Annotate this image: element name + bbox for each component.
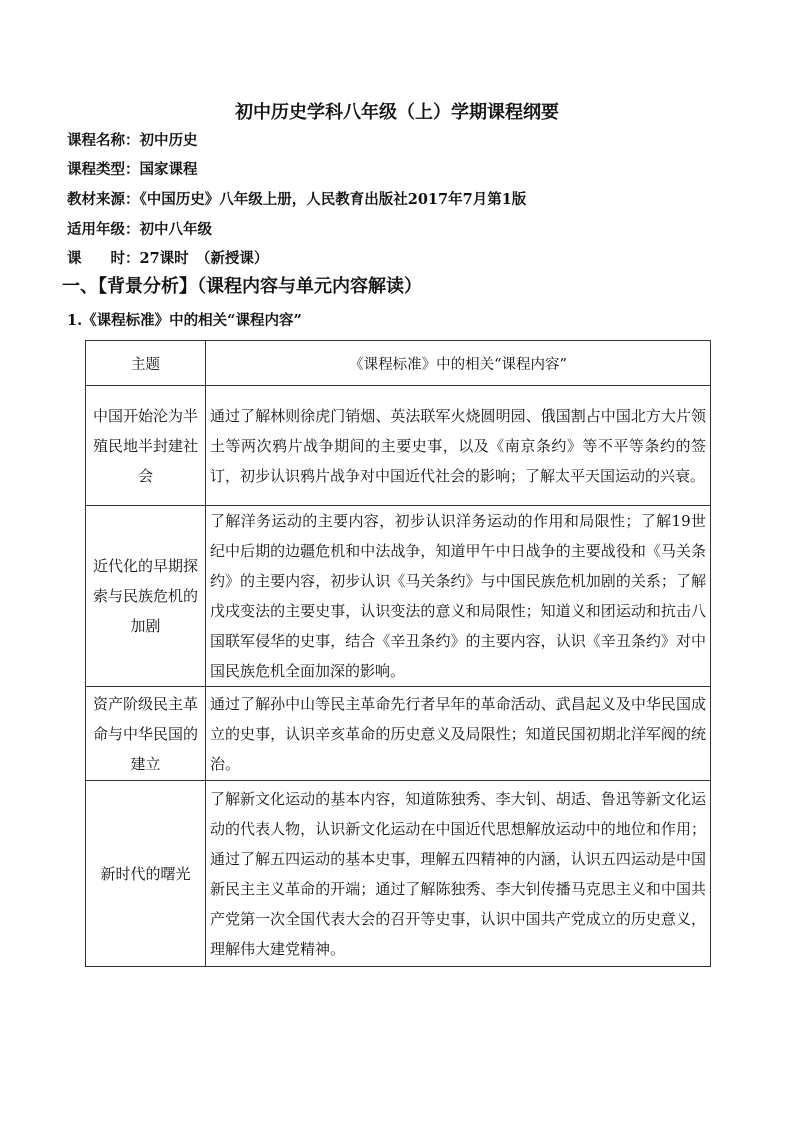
page-title: 初中历史学科八年级（上）学期课程纲要 [235, 102, 559, 123]
table-cell-topic: 资产阶级民主革命与中华民国的建立 [86, 687, 206, 781]
table-header-row [86, 341, 711, 386]
table-header-topic: 主题 [86, 341, 206, 386]
table-row [86, 687, 711, 781]
meta-value: 初中八年级 [139, 221, 212, 238]
meta-value: 国家课程 [139, 161, 198, 178]
table-row [86, 781, 711, 967]
meta-label: 教材来源： [67, 191, 140, 208]
meta-textbook-source [67, 188, 526, 209]
table-cell-content: 了解洋务运动的主要内容，初步认识洋务运动的作用和局限性；了解19世纪中后期的边疆危机和中法战争，知道甲午中日战争的主要战役和《马关条约》的主要内容，初步认识《马关条约》与中国民族危机加剧的关系；了解戊戌变法的主要史事，认识变法的意义和局限性；知道义和团运动和抗击八国联军侵华的史事，结合《辛丑条约》的主要内容，认识《辛丑条约》对中国民族危机全面加深的影响。 [206, 506, 711, 687]
meta-course-type [67, 158, 198, 179]
section-heading: 一、【背景分析】（课程内容与单元内容解读） [62, 276, 422, 297]
meta-course-name [67, 129, 198, 150]
table-cell-content: 通过了解林则徐虎门销烟、英法联军火烧圆明园、俄国割占中国北方大片领土等两次鸦片战争期间的主要史事，以及《南京条约》等不平等条约的签订，初步认识鸦片战争对中国近代社会的影响；了解太平天国运动的兴衰。 [206, 386, 711, 506]
meta-label: 课程类型： [67, 161, 140, 178]
table-row [86, 506, 711, 687]
meta-label: 课 时： [67, 250, 140, 267]
meta-value: 27课时 （新授课） [139, 250, 269, 267]
meta-value: 《中国历史》八年级上册，人民教育出版社2017年7月第1版 [139, 191, 527, 208]
meta-value: 初中历史 [139, 132, 198, 149]
table-cell-content: 通过了解孙中山等民主革命先行者早年的革命活动、武昌起义及中华民国成立的史事，认识辛亥革命的历史意义及局限性；知道民国初期北洋军阀的统治。 [206, 687, 711, 781]
table-cell-content: 了解新文化运动的基本内容，知道陈独秀、李大钊、胡适、鲁迅等新文化运动的代表人物，认识新文化运动在中国近代思想解放运动中的地位和作用；通过了解五四运动的基本史事，理解五四精神的内涵，认识五四运动是中国新民主主义革命的开端；通过了解陈独秀、李大钊传播马克思主义和中国共产党第一次全国代表大会的召开等史事，认识中国共产党成立的历史意义，理解伟大建党精神。 [206, 781, 711, 967]
table-cell-topic: 近代化的早期探索与民族危机的加剧 [86, 506, 206, 687]
meta-class-hours [67, 247, 268, 268]
table-header-content: 《课程标准》中的相关“课程内容” [206, 341, 711, 386]
table-cell-topic: 新时代的曙光 [86, 781, 206, 967]
table-row [86, 386, 711, 506]
subsection-heading: 1.《课程标准》中的相关“课程内容” [67, 312, 302, 329]
meta-label: 课程名称： [67, 132, 140, 149]
curriculum-standards-table [85, 340, 711, 967]
table-cell-topic: 中国开始沦为半殖民地半封建社会 [86, 386, 206, 506]
meta-label: 适用年级： [67, 221, 140, 238]
meta-grade [67, 218, 212, 239]
